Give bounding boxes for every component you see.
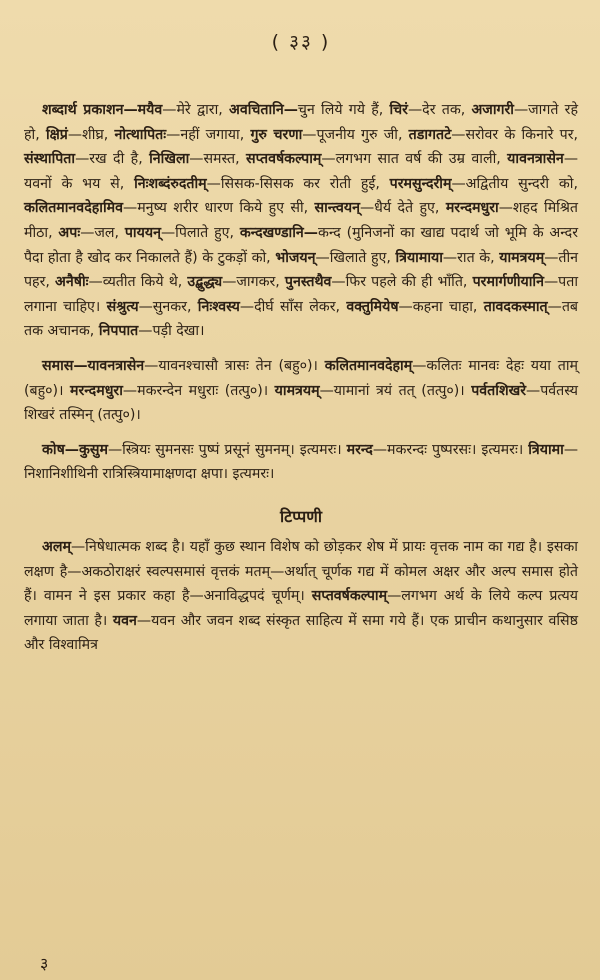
term-bold: पाययन् (124, 224, 161, 241)
term-bold: अनैषीः (55, 274, 89, 291)
text-segment: —पड़ी देखा। (138, 323, 205, 340)
term-bold: कन्दखण्डानि— (239, 224, 318, 241)
term-bold: संश्रुत्य (106, 298, 139, 315)
term-bold: समास—यावनत्रासेन (42, 357, 145, 374)
text-segment: —सरोवर के किनारे पर, (451, 126, 579, 143)
text-segment: —लगभग सात वर्ष की उम्र वाली, (321, 151, 508, 168)
term-bold: वक्तुमियेष (346, 298, 399, 315)
term-bold: निःश्वस्य (197, 298, 240, 315)
text-segment: —मकरन्देन मधुराः (तत्पु०)। (122, 382, 275, 399)
footer-number: ३ (40, 954, 49, 973)
text-segment: —पूजनीय गुरु जी, (302, 126, 409, 143)
text-segment: —खिलाते हुए, (315, 249, 396, 266)
term-bold: अवचितानि— (229, 102, 298, 118)
text-segment: —यवनों के भय से, (24, 151, 578, 192)
term-bold: सप्तवर्षकल्पाम् (246, 151, 322, 168)
term-bold: क्षिप्रं (45, 126, 68, 143)
term-bold: त्रियामा (528, 441, 564, 458)
page-content (24, 98, 578, 658)
text-segment: —कलितः मानवः देहः यया ताम् (बहु०)। (24, 357, 578, 399)
term-bold: यामत्रयम् (499, 249, 545, 266)
term-bold: कोष—कुसुम (42, 441, 108, 458)
term-bold: अलम् (42, 538, 71, 555)
term-bold: पुनस्तथैव (284, 274, 332, 291)
text-segment: —व्यतीत किये थे, (88, 274, 188, 291)
term-bold: यावनत्रासेन (507, 151, 564, 168)
term-bold: संस्थापिता (24, 151, 76, 168)
paragraph (24, 354, 578, 428)
term-bold: यवन (112, 612, 137, 629)
term-bold: मरन्दमधुरा (70, 382, 123, 399)
text-segment: —रख दी है, (75, 151, 150, 168)
text-segment: —शहद मिश्रित मीठा, (24, 200, 578, 241)
text-segment: —मकरन्दः पुष्परसः। इत्यमरः। (372, 441, 529, 458)
term-bold: कलितमानवदेहामिव (24, 200, 123, 217)
term-bold: यामत्रयम् (274, 382, 320, 399)
term-bold: उद्बुद्ध्य (187, 274, 223, 291)
text-segment: —सिसक-सिसक कर रोती हुई, (206, 175, 390, 192)
text-segment: —लगभग अर्थ के लिये कल्प प्रत्यय लगाया जाता है। (24, 588, 578, 629)
term-bold: भोजयन् (275, 249, 316, 266)
text-segment: —पता लगाना चाहिए। (24, 274, 578, 315)
text-segment: —धैर्य देते हुए, (359, 200, 446, 217)
term-bold: अजागरी (471, 102, 514, 118)
paragraph (24, 535, 578, 658)
term-bold: चिरं (389, 102, 408, 118)
term-bold: मरन्द (346, 441, 373, 458)
term-bold: परमार्गणीयानि (472, 274, 544, 291)
text-segment: —सुनकर, (138, 298, 198, 315)
term-bold: कलितमानवदेहाम् (324, 357, 413, 374)
text-segment: —स्त्रियः सुमनसः पुष्पं प्रसूनं सुमनम्। इत्यमरः। (107, 441, 347, 458)
text-segment: —दीर्घ साँस लेकर, (239, 298, 347, 315)
text-segment: —यामानां त्रयं तत् (तत्पु०)। (319, 382, 472, 399)
text-segment: —पिलाते हुए, (160, 224, 240, 241)
paragraph (24, 98, 578, 344)
term-bold: तावदकस्मात् (483, 298, 548, 315)
term-bold: निपपात (98, 323, 139, 340)
text-segment: —देर तक, (407, 102, 472, 118)
term-bold: मरन्दमधुरा (445, 200, 499, 217)
section-heading: टिप्पणी (280, 506, 322, 526)
term-bold: निःशब्दंरुदतीम् (134, 175, 207, 192)
text-segment: —निषेधात्मक शब्द है। यहाँ कुछ स्थान विशेष को छोड़कर शेष में प्रायः वृत्तक नाम का गद्य है। इसका लक्षण है—अकठोराक्षरं स्वल्पसमासं वृत्तकं मतम्—अर्थात् चूर्णक गद्य में कोमल अक्षर और अल्प समास होते हैं। वामन ने इस प्रकार कहा है—अनाविद्धपदं चूर्णम्। (24, 538, 578, 605)
text-segment: कन्द (मुनिजनों का खाद्य पदार्थ जो भूमि के अन्दर पैदा होता है खोद कर निकालते हैं) के टुकड़ों को, (24, 224, 578, 266)
text-segment: —जागते रहे हो, (24, 102, 578, 143)
text-segment: —यवन और जवन शब्द संस्कृत साहित्य में समा गये हैं। एक प्राचीन कथानुसार वसिष्ठ और विश्वामित्र (24, 612, 578, 654)
term-bold: निखिला (149, 151, 190, 168)
term-bold: गुरु चरणा (250, 126, 303, 143)
term-bold: त्रियामाया (395, 249, 443, 266)
text-segment: —फिर पहले की ही भाँति, (331, 274, 473, 291)
text-segment: —मनुष्य शरीर धारण किये हुए सी, (123, 200, 315, 217)
text-segment: —अद्वितीय सुन्दरी को, (451, 175, 578, 192)
text-segment: —निशानिशीथिनी रात्रिस्त्रियामाक्षणदा क्षपा। इत्यमरः। (24, 441, 578, 483)
text-segment: —कहना चाहा, (398, 298, 484, 315)
text-segment: —समस्त, (189, 151, 247, 168)
text-segment: —जल, (80, 224, 125, 241)
text-segment: —जागकर, (222, 274, 285, 291)
term-bold: तडागतटे (408, 126, 452, 143)
term-bold: नोत्थापितः (114, 126, 167, 143)
term-bold: सान्त्वयन् (314, 200, 360, 217)
term-bold: सप्तवर्षकल्पाम् (311, 588, 388, 605)
paragraph (24, 438, 578, 487)
text-segment: —तीन पहर, (24, 249, 579, 291)
term-bold: अपः (58, 224, 81, 241)
text-segment: —मेरे द्वारा, (162, 102, 229, 118)
term-bold: परमसुन्दरीम् (389, 175, 452, 192)
text-segment: —यावनश्चासौ त्रासः तेन (बहु०)। (144, 357, 325, 374)
text-segment: —रात के, (442, 249, 500, 266)
text-segment: —तब तक अचानक, (24, 298, 579, 340)
term-bold: शब्दार्थ प्रकाशन—मयैव (42, 102, 163, 118)
text-segment: —नहीं जगाया, (166, 126, 251, 143)
page-number: ( ३३ ) (271, 31, 331, 53)
text-segment: —पर्वतस्य शिखरं तस्मिन् (तत्पु०)। (24, 382, 578, 424)
term-bold: पर्वतशिखरे (471, 382, 526, 399)
text-segment: —शीघ्र, (67, 126, 115, 143)
text-segment: चुन लिये गये हैं, (297, 102, 390, 118)
